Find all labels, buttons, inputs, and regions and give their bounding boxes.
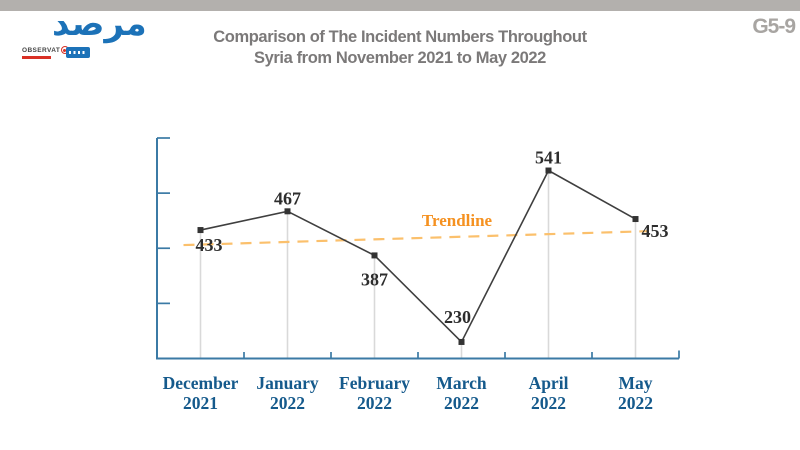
- year-label: 2022: [357, 393, 392, 413]
- data-point-marker: [198, 227, 204, 233]
- data-point-marker: [546, 168, 552, 174]
- month-label: April: [528, 373, 569, 393]
- trendline-label: Trendline: [421, 211, 493, 230]
- chart-title-line-1: Comparison of The Incident Numbers Throughout: [213, 28, 587, 46]
- data-point-marker: [372, 252, 378, 258]
- data-point-marker: [459, 339, 465, 345]
- value-label: 387: [361, 269, 388, 290]
- month-label: March: [436, 373, 487, 393]
- month-label: February: [339, 373, 410, 393]
- value-label: 467: [274, 188, 301, 209]
- logo-latin-prefix: OBSERVAT: [22, 46, 61, 54]
- month-label: December: [162, 373, 239, 393]
- chart-title-line-2: Syria from November 2021 to May 2022: [254, 49, 546, 67]
- year-label: 2021: [183, 393, 218, 413]
- year-label: 2022: [270, 393, 305, 413]
- year-label: 2022: [531, 393, 566, 413]
- value-label: 453: [641, 221, 669, 242]
- value-label: 433: [195, 235, 223, 256]
- data-point-marker: [285, 208, 291, 214]
- month-label: May: [618, 373, 653, 393]
- data-line: [201, 171, 636, 342]
- logo-arabic-wordmark: مرصد: [52, 4, 147, 44]
- year-label: 2022: [444, 393, 479, 413]
- value-label: 230: [444, 306, 471, 327]
- figure-code: G5-9: [752, 15, 795, 38]
- year-label: 2022: [618, 393, 653, 413]
- trendline: [184, 231, 649, 245]
- data-point-marker: [633, 216, 639, 222]
- value-label: 541: [535, 147, 562, 168]
- month-label: January: [256, 373, 319, 393]
